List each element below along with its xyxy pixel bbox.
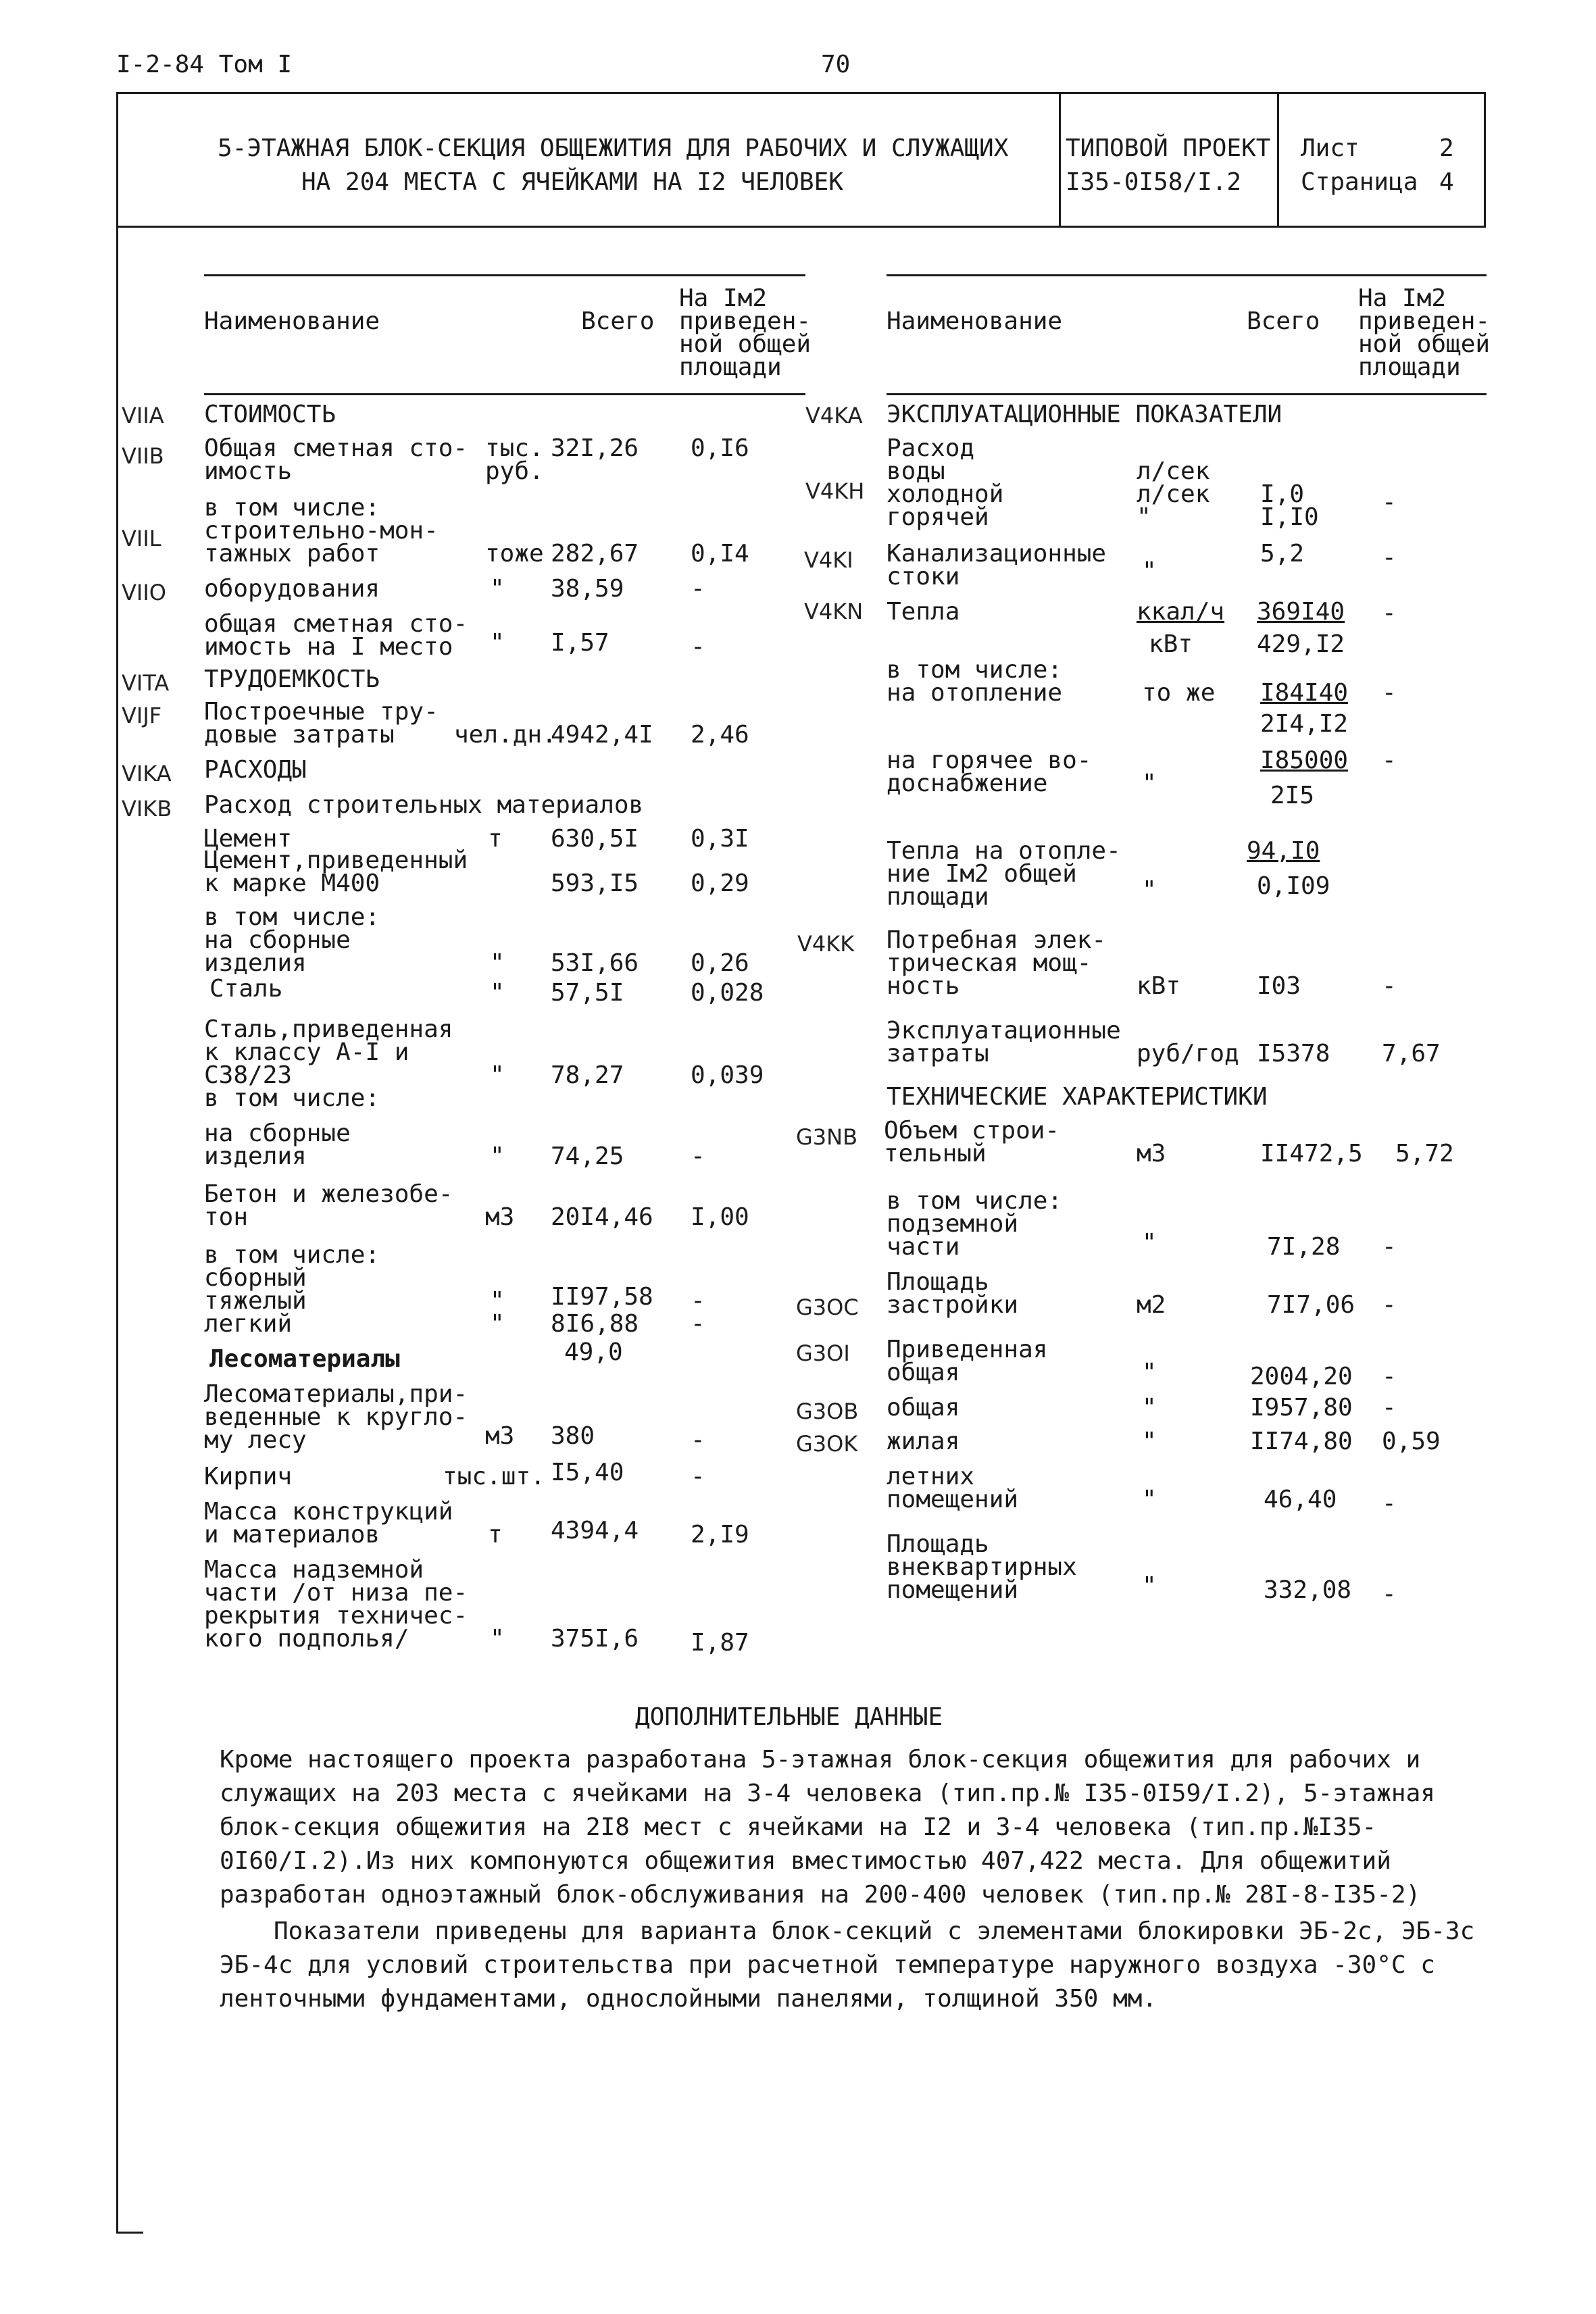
row-per-m2: 0,I4 <box>691 540 749 568</box>
row-code: G3NB <box>796 1124 858 1150</box>
row-per-m2: - <box>691 1426 705 1454</box>
section-heading: ТЕХНИЧЕСКИЕ ХАРАКТЕРИСТИКИ <box>887 1083 1268 1111</box>
row-name: Общая сметная сто- <box>204 434 468 462</box>
row-total: 7I,28 <box>1267 1233 1341 1261</box>
row-total: 380 <box>551 1422 595 1450</box>
row-unit: руб. <box>485 457 544 485</box>
row-total: I03 <box>1257 972 1301 1000</box>
row-name: Сталь <box>209 975 283 1003</box>
row-name: к классу А-I и <box>204 1038 409 1066</box>
left-header-per-1: На Iм2 <box>679 284 768 312</box>
row-code: G3OK <box>796 1431 858 1457</box>
page-label: Страница <box>1301 168 1418 196</box>
row-per-m2: 0,028 <box>691 979 764 1007</box>
row-per-m2: 2,46 <box>691 721 749 749</box>
row-name: к марке М400 <box>204 870 380 897</box>
right-header-per-3: ной общей <box>1358 330 1491 358</box>
row-per-m2: - <box>691 633 705 661</box>
left-header-top-rule <box>204 274 805 276</box>
row-name: Масса надземной <box>204 1556 424 1584</box>
row-name: в том числе: <box>204 903 380 931</box>
left-header-per-3: ной общей <box>679 330 812 358</box>
row-unit: т <box>488 1521 503 1549</box>
row-per-m2: - <box>1382 1233 1397 1261</box>
row-unit: " <box>490 629 505 657</box>
row-name: Тепла на отопле- <box>887 837 1121 865</box>
project-label: ТИПОВОЙ ПРОЕКТ <box>1066 134 1271 162</box>
row-name: горячей <box>887 503 989 531</box>
project-code: I35-0I58/I.2 <box>1066 168 1242 196</box>
row-name: внеквартирных <box>887 1553 1077 1581</box>
row-name: застройки <box>887 1291 1019 1319</box>
row-name: в том числе: <box>204 1241 380 1269</box>
row-total: 74,25 <box>551 1142 624 1170</box>
row-total: I84I40 <box>1260 679 1349 707</box>
row-per-m2: - <box>691 1142 705 1170</box>
row-per-m2: 0,26 <box>691 949 749 977</box>
row-per-m2: 0,039 <box>691 1061 764 1089</box>
additional-paragraph-2: Показатели приведены для варианта блок-секций с элементами блокировки ЭБ-2с, ЭБ-3с ЭБ-4с для условий строительства при расчетной температуре наружного воздуха -30°С с ленточными фундаментами, однослойными панелями, толщиной 350 мм. <box>220 1917 1475 2013</box>
right-header-total: Всего <box>1247 307 1320 335</box>
row-name: трическая мощ- <box>887 949 1092 977</box>
row-name: на горячее во- <box>887 747 1092 774</box>
row-per-m2: - <box>691 1310 705 1338</box>
row-name: довые затраты <box>204 721 395 749</box>
row-unit: т <box>488 825 503 853</box>
row-name: Построечные тру- <box>204 698 439 726</box>
row-name: Цемент,приведенный <box>204 847 468 874</box>
row-per-m2: I,00 <box>691 1203 749 1231</box>
row-name: доснабжение <box>887 770 1048 797</box>
row-unit: м3 <box>485 1422 515 1450</box>
row-name: Площадь <box>887 1268 989 1296</box>
row-per-m2: - <box>1382 544 1397 572</box>
row-total: 78,27 <box>551 1061 624 1089</box>
row-name: затраты <box>887 1040 989 1067</box>
right-header-per-1: На Iм2 <box>1358 284 1447 312</box>
row-code: VITA <box>122 670 170 696</box>
row-code: G3OC <box>796 1294 859 1320</box>
row-name: помещений <box>887 1576 1019 1604</box>
row-per-m2: 5,72 <box>1395 1140 1454 1167</box>
page-number: 70 <box>821 51 851 78</box>
row-name: воды <box>887 457 945 485</box>
row-total: 5,2 <box>1260 540 1305 568</box>
frame-bottom <box>116 2232 143 2234</box>
row-name: в том числе: <box>204 1084 380 1112</box>
row-per-m2: 0,3I <box>691 825 749 853</box>
row-name: имость <box>204 457 293 485</box>
row-unit: " <box>1142 770 1157 797</box>
row-per-m2: - <box>691 1287 705 1315</box>
row-per-m2: - <box>691 575 705 603</box>
row-name: тяжелый <box>204 1287 307 1315</box>
row-name: строительно-мон- <box>204 517 439 545</box>
row-total: 593,I5 <box>551 870 639 897</box>
row-name: Кирпич <box>204 1463 293 1490</box>
row-per-m2: I,87 <box>691 1629 749 1657</box>
row-name: кого подполья/ <box>204 1625 409 1653</box>
row-total: 53I,66 <box>551 949 639 977</box>
row-total: I5,40 <box>551 1459 624 1486</box>
section-heading: ЭКСПЛУАТАЦИОННЫЕ ПОКАЗАТЕЛИ <box>887 401 1282 428</box>
frame-title-bottom <box>116 226 1485 228</box>
frame-left <box>116 92 118 2234</box>
row-name: общая <box>887 1394 960 1422</box>
page-ref: I-2-84 Том I <box>116 51 293 78</box>
row-unit: тоже <box>485 540 544 568</box>
row-per-m2: - <box>1382 679 1397 707</box>
row-per-m2: - <box>1382 747 1397 774</box>
page-value: 4 <box>1439 168 1454 196</box>
row-total: 7I7,06 <box>1267 1291 1355 1319</box>
row-total: I,I0 <box>1260 503 1319 531</box>
row-name: рекрытия техничес- <box>204 1602 468 1630</box>
row-name: стоки <box>887 563 960 590</box>
row-unit: " <box>1142 876 1157 904</box>
row-code: V4KK <box>797 931 855 957</box>
row-name: на сборные <box>204 1120 351 1147</box>
row-unit: кВт <box>1137 972 1181 1000</box>
row-unit: то же <box>1142 679 1216 707</box>
frame-divider-2 <box>1277 92 1279 228</box>
row-total: 57,5I <box>551 979 624 1007</box>
right-header-top-rule <box>887 274 1487 276</box>
row-name: тельный <box>884 1140 987 1167</box>
row-total: II97,58 <box>551 1283 653 1311</box>
row-per-m2: - <box>1382 599 1397 627</box>
row-per-m2: 7,67 <box>1382 1040 1441 1067</box>
row-total: 38,59 <box>551 575 624 603</box>
row-total: 2I4,I2 <box>1260 710 1349 738</box>
row-unit: тыс.шт. <box>443 1463 545 1490</box>
row-per-m2: 2,I9 <box>691 1521 749 1549</box>
title-line-2: НА 204 МЕСТА С ЯЧЕЙКАМИ НА I2 ЧЕЛОВЕК <box>301 168 843 196</box>
row-name: Цемент <box>204 825 293 853</box>
row-name: Тепла <box>887 598 960 626</box>
row-total: 4942,4I <box>551 721 653 749</box>
row-total: 332,08 <box>1264 1576 1352 1604</box>
row-name: летних <box>887 1463 975 1490</box>
sheet-label: Лист <box>1301 134 1360 162</box>
row-total: 49,0 <box>564 1338 623 1366</box>
row-per-m2: - <box>691 1463 705 1490</box>
row-total: 369I40 <box>1257 598 1345 626</box>
row-name: общая <box>887 1359 960 1386</box>
row-unit: м3 <box>485 1203 515 1231</box>
row-name: изделия <box>204 949 307 977</box>
row-code: G3OB <box>796 1399 859 1424</box>
row-total: 20I4,46 <box>551 1203 653 1231</box>
row-name: сборный <box>204 1264 307 1292</box>
row-total: 282,67 <box>551 540 639 568</box>
row-total: 0,I09 <box>1257 872 1330 900</box>
row-unit: " <box>1142 1428 1157 1455</box>
row-total: II74,80 <box>1250 1428 1353 1455</box>
row-per-m2: - <box>1382 972 1397 1000</box>
row-name: Бетон и железобе- <box>204 1180 453 1208</box>
row-name: С38/23 <box>204 1061 293 1089</box>
row-name: и материалов <box>204 1521 380 1549</box>
row-unit: " <box>1137 503 1151 531</box>
row-per-m2: 0,I6 <box>691 434 749 462</box>
row-name: помещений <box>887 1486 1019 1513</box>
row-name: Приведенная <box>887 1336 1048 1363</box>
row-name: изделия <box>204 1142 307 1170</box>
row-name: имость на I место <box>204 633 453 661</box>
row-per-m2: 0,29 <box>691 870 749 897</box>
row-per-m2: - <box>1382 1394 1397 1422</box>
left-header-per-2: приведен- <box>679 307 812 335</box>
additional-heading: ДОПОЛНИТЕЛЬНЫЕ ДАННЫЕ <box>635 1703 943 1731</box>
row-total: I85000 <box>1260 747 1349 774</box>
row-total: 429,I2 <box>1257 630 1345 658</box>
row-unit: м2 <box>1137 1291 1166 1319</box>
row-unit: руб/год <box>1137 1040 1239 1067</box>
row-name: тон <box>204 1203 249 1231</box>
row-name: Масса конструкций <box>204 1498 453 1526</box>
row-name: тажных работ <box>204 540 380 568</box>
row-per-m2: - <box>1382 488 1397 516</box>
row-unit: " <box>490 1287 505 1315</box>
row-name: Лесоматериалы <box>209 1345 400 1373</box>
row-total: I,0 <box>1260 480 1305 508</box>
row-unit: " <box>1142 1394 1157 1422</box>
row-unit: л/сек <box>1137 457 1210 485</box>
row-unit: " <box>1142 1486 1157 1513</box>
row-name: Канализационные <box>887 540 1107 568</box>
row-total: II472,5 <box>1260 1140 1363 1167</box>
row-unit: " <box>1142 1229 1157 1257</box>
additional-paragraph-1: Кроме настоящего проекта разработана 5-этажная блок-секция общежития для рабочих и служащих на 203 места с ячейками на 3-4 человека (тип.пр.№ I35-0I59/I.2), 5-этажная блок-секция общежития на 2I8 мест с ячейками на I2 и 3-4 человека (тип.пр.№I35-0I60/I.2).Из них компонуются общежития вместимостью 407,422 места. Для общежитий разработан одноэтажный блок-обслуживания на 200-400 человек (тип.пр.№ 28I-8-I35-2) <box>220 1746 1435 1909</box>
row-code: VIKB <box>122 796 172 822</box>
section-heading: СТОИМОСТЬ <box>204 401 336 428</box>
row-unit: м3 <box>1137 1140 1166 1167</box>
row-unit: " <box>1142 1572 1157 1600</box>
right-header-name: Наименование <box>887 307 1063 335</box>
row-name: Потребная элек- <box>887 926 1107 954</box>
row-name: подземной <box>887 1210 1019 1238</box>
row-name: легкий <box>204 1310 293 1338</box>
row-name: на сборные <box>204 926 351 954</box>
row-total: 2I5 <box>1270 782 1315 809</box>
row-name: Объем строи- <box>884 1117 1060 1145</box>
row-unit: " <box>490 1625 505 1653</box>
row-per-m2: - <box>1382 1580 1397 1608</box>
row-name: Площадь <box>887 1530 989 1558</box>
row-unit: " <box>490 979 505 1007</box>
row-code: G3OI <box>796 1340 850 1366</box>
left-header-per-4: площади <box>679 353 782 381</box>
row-name: части /от низа пе- <box>204 1579 468 1607</box>
row-code: V4KN <box>804 599 864 624</box>
row-name: ние Iм2 общей <box>887 860 1077 888</box>
row-unit: " <box>1142 557 1157 585</box>
row-name: му лесу <box>204 1426 307 1454</box>
row-code: VIIB <box>122 443 164 469</box>
row-unit: " <box>490 949 505 977</box>
row-code: V4KH <box>805 478 865 504</box>
row-name: общая сметная сто- <box>204 610 468 638</box>
frame-divider-1 <box>1059 92 1061 228</box>
row-total: I5378 <box>1257 1040 1330 1067</box>
row-code: VIKA <box>122 761 172 786</box>
section-heading: РАСХОДЫ <box>204 756 307 784</box>
row-unit: чел.дн. <box>454 721 557 749</box>
row-total: 94,I0 <box>1247 837 1320 865</box>
row-unit: л/сек <box>1137 480 1210 508</box>
row-code: V4KI <box>804 547 853 573</box>
row-code: VIJF <box>122 703 162 728</box>
frame-top <box>116 92 1485 94</box>
row-total: 630,5I <box>551 825 639 853</box>
row-name: Расход строительных материалов <box>204 791 644 819</box>
row-name: Расход <box>887 434 975 462</box>
row-total: 2004,20 <box>1250 1363 1353 1390</box>
row-unit: кВт <box>1149 630 1193 658</box>
row-code: VIIA <box>122 403 164 428</box>
row-unit: " <box>490 575 505 603</box>
right-header-per-2: приведен- <box>1358 307 1491 335</box>
row-total: 8I6,88 <box>551 1310 639 1338</box>
row-name: холодной <box>887 480 1004 508</box>
row-name: в том числе: <box>887 656 1063 684</box>
row-code: VIIO <box>122 580 166 605</box>
title-line-1: 5-ЭТАЖНАЯ БЛОК-СЕКЦИЯ ОБЩЕЖИТИЯ ДЛЯ РАБОЧИХ И СЛУЖАЩИХ <box>218 134 1009 162</box>
row-per-m2: - <box>1382 1291 1397 1319</box>
row-name: Сталь,приведенная <box>204 1015 453 1043</box>
left-header-bottom-rule <box>204 393 805 395</box>
row-name: жилая <box>887 1428 960 1455</box>
row-unit: " <box>490 1310 505 1338</box>
row-name: площади <box>887 883 989 911</box>
row-total: 46,40 <box>1264 1486 1337 1513</box>
row-name: части <box>887 1233 960 1261</box>
row-per-m2: - <box>1382 1490 1397 1517</box>
row-total: 4394,4 <box>551 1517 639 1544</box>
row-unit: тыс. <box>485 434 544 462</box>
row-unit: ккал/ч <box>1137 598 1225 626</box>
left-header-total: Всего <box>581 307 655 335</box>
row-name: Лесоматериалы,при- <box>204 1380 468 1408</box>
row-total: 375I,6 <box>551 1625 639 1653</box>
section-heading: ТРУДОЕМКОСТЬ <box>204 665 380 693</box>
frame-right <box>1484 92 1486 228</box>
row-name: веденные к кругло- <box>204 1403 468 1431</box>
row-per-m2: - <box>1382 1363 1397 1390</box>
row-unit: " <box>490 1061 505 1089</box>
row-total: 32I,26 <box>551 434 639 462</box>
row-per-m2: 0,59 <box>1382 1428 1441 1455</box>
row-total: I,57 <box>551 629 609 657</box>
left-header-name: Наименование <box>204 307 380 335</box>
row-name: в том числе: <box>204 494 380 522</box>
row-name: Эксплуатационные <box>887 1017 1121 1045</box>
row-name: в том числе: <box>887 1187 1063 1215</box>
row-total: I957,80 <box>1250 1394 1353 1422</box>
row-name: на отопление <box>887 679 1063 707</box>
row-unit: " <box>490 1142 505 1170</box>
row-unit: " <box>1142 1359 1157 1386</box>
sheet-value: 2 <box>1439 134 1454 162</box>
right-header-bottom-rule <box>887 393 1487 395</box>
row-name: оборудования <box>204 575 380 603</box>
row-name: ность <box>887 972 960 1000</box>
right-header-per-4: площади <box>1358 353 1461 381</box>
row-code: VIIL <box>122 526 161 551</box>
row-code: V4KA <box>805 403 863 428</box>
